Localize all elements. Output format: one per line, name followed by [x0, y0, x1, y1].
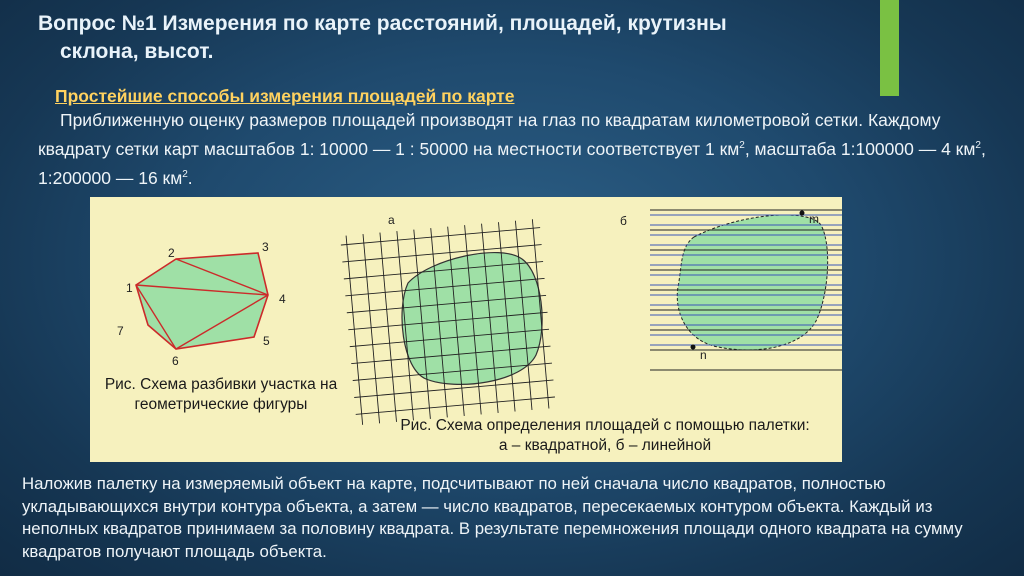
point-n-marker: [691, 345, 696, 350]
section-subtitle: Простейшие способы измерения площадей по карте: [55, 86, 515, 106]
polygon-shape: [136, 253, 268, 349]
intro-end: .: [187, 167, 193, 188]
caption-palette-line2: а – квадратной, б – линейной: [498, 437, 712, 454]
slide-title: [38, 10, 868, 66]
vertex-label-3: 3: [262, 240, 269, 254]
figure-panel: [90, 197, 842, 462]
intro-sup-1: 2: [739, 140, 745, 151]
vertex-label-4: 4: [279, 292, 286, 306]
vertex-label-6: 6: [172, 354, 179, 368]
body-paragraph: Наложив палетку на измеряемый объект на карте, подсчитывают по ней сначала число квадратов, полностью укладывающихся внутри контура объекта, а затем — число квадратов, пересекаемых контуром объекта. Каждый из неполных квадратов принимаем за половину квадрата. В результате перемножения площади одного квадрата на сумму квадратов получают площадь объекта.: [22, 474, 963, 561]
intro-sup-2: 2: [975, 140, 981, 151]
title-line-2: склона, высот.: [60, 40, 214, 63]
intro-part-2: , масштаба 1:100000 — 4 км: [744, 138, 976, 159]
grid-label-b: б: [620, 214, 627, 228]
accent-bar: [880, 0, 899, 96]
caption-palette: [370, 416, 840, 456]
caption-polygon: Рис. Схема разбивки участка на геометрические фигуры: [104, 376, 338, 413]
linear-palette: [620, 210, 842, 370]
grid-label-a: а: [388, 213, 395, 227]
point-n-label: n: [700, 348, 707, 362]
intro-sup-3: 2: [182, 168, 188, 180]
title-line-1: Вопрос №1 Измерения по карте расстояний, площадей, крутизны: [38, 12, 727, 35]
vertex-label-1: 1: [126, 281, 133, 295]
intro-paragraph: [38, 108, 1013, 191]
vertex-label-7: 7: [117, 324, 124, 338]
vertex-label-2: 2: [168, 246, 175, 260]
polygon-diagram: [117, 240, 286, 368]
caption-palette-line1: Рис. Схема определения площадей с помощью палетки:: [400, 417, 810, 434]
point-m-marker: [800, 211, 805, 216]
intro-part-1: Приближенную оценку размеров площадей производят на глаз по квадратам километровой сетки. Каждому квадрату сетки карт масштабов 1: 10000 — 1 : 50000 на местности соответствует 1 км: [38, 110, 941, 159]
point-m-label: m: [809, 212, 819, 226]
vertex-label-5: 5: [263, 334, 270, 348]
intro-part-3: , 1:200000 — 16 км: [38, 138, 986, 188]
